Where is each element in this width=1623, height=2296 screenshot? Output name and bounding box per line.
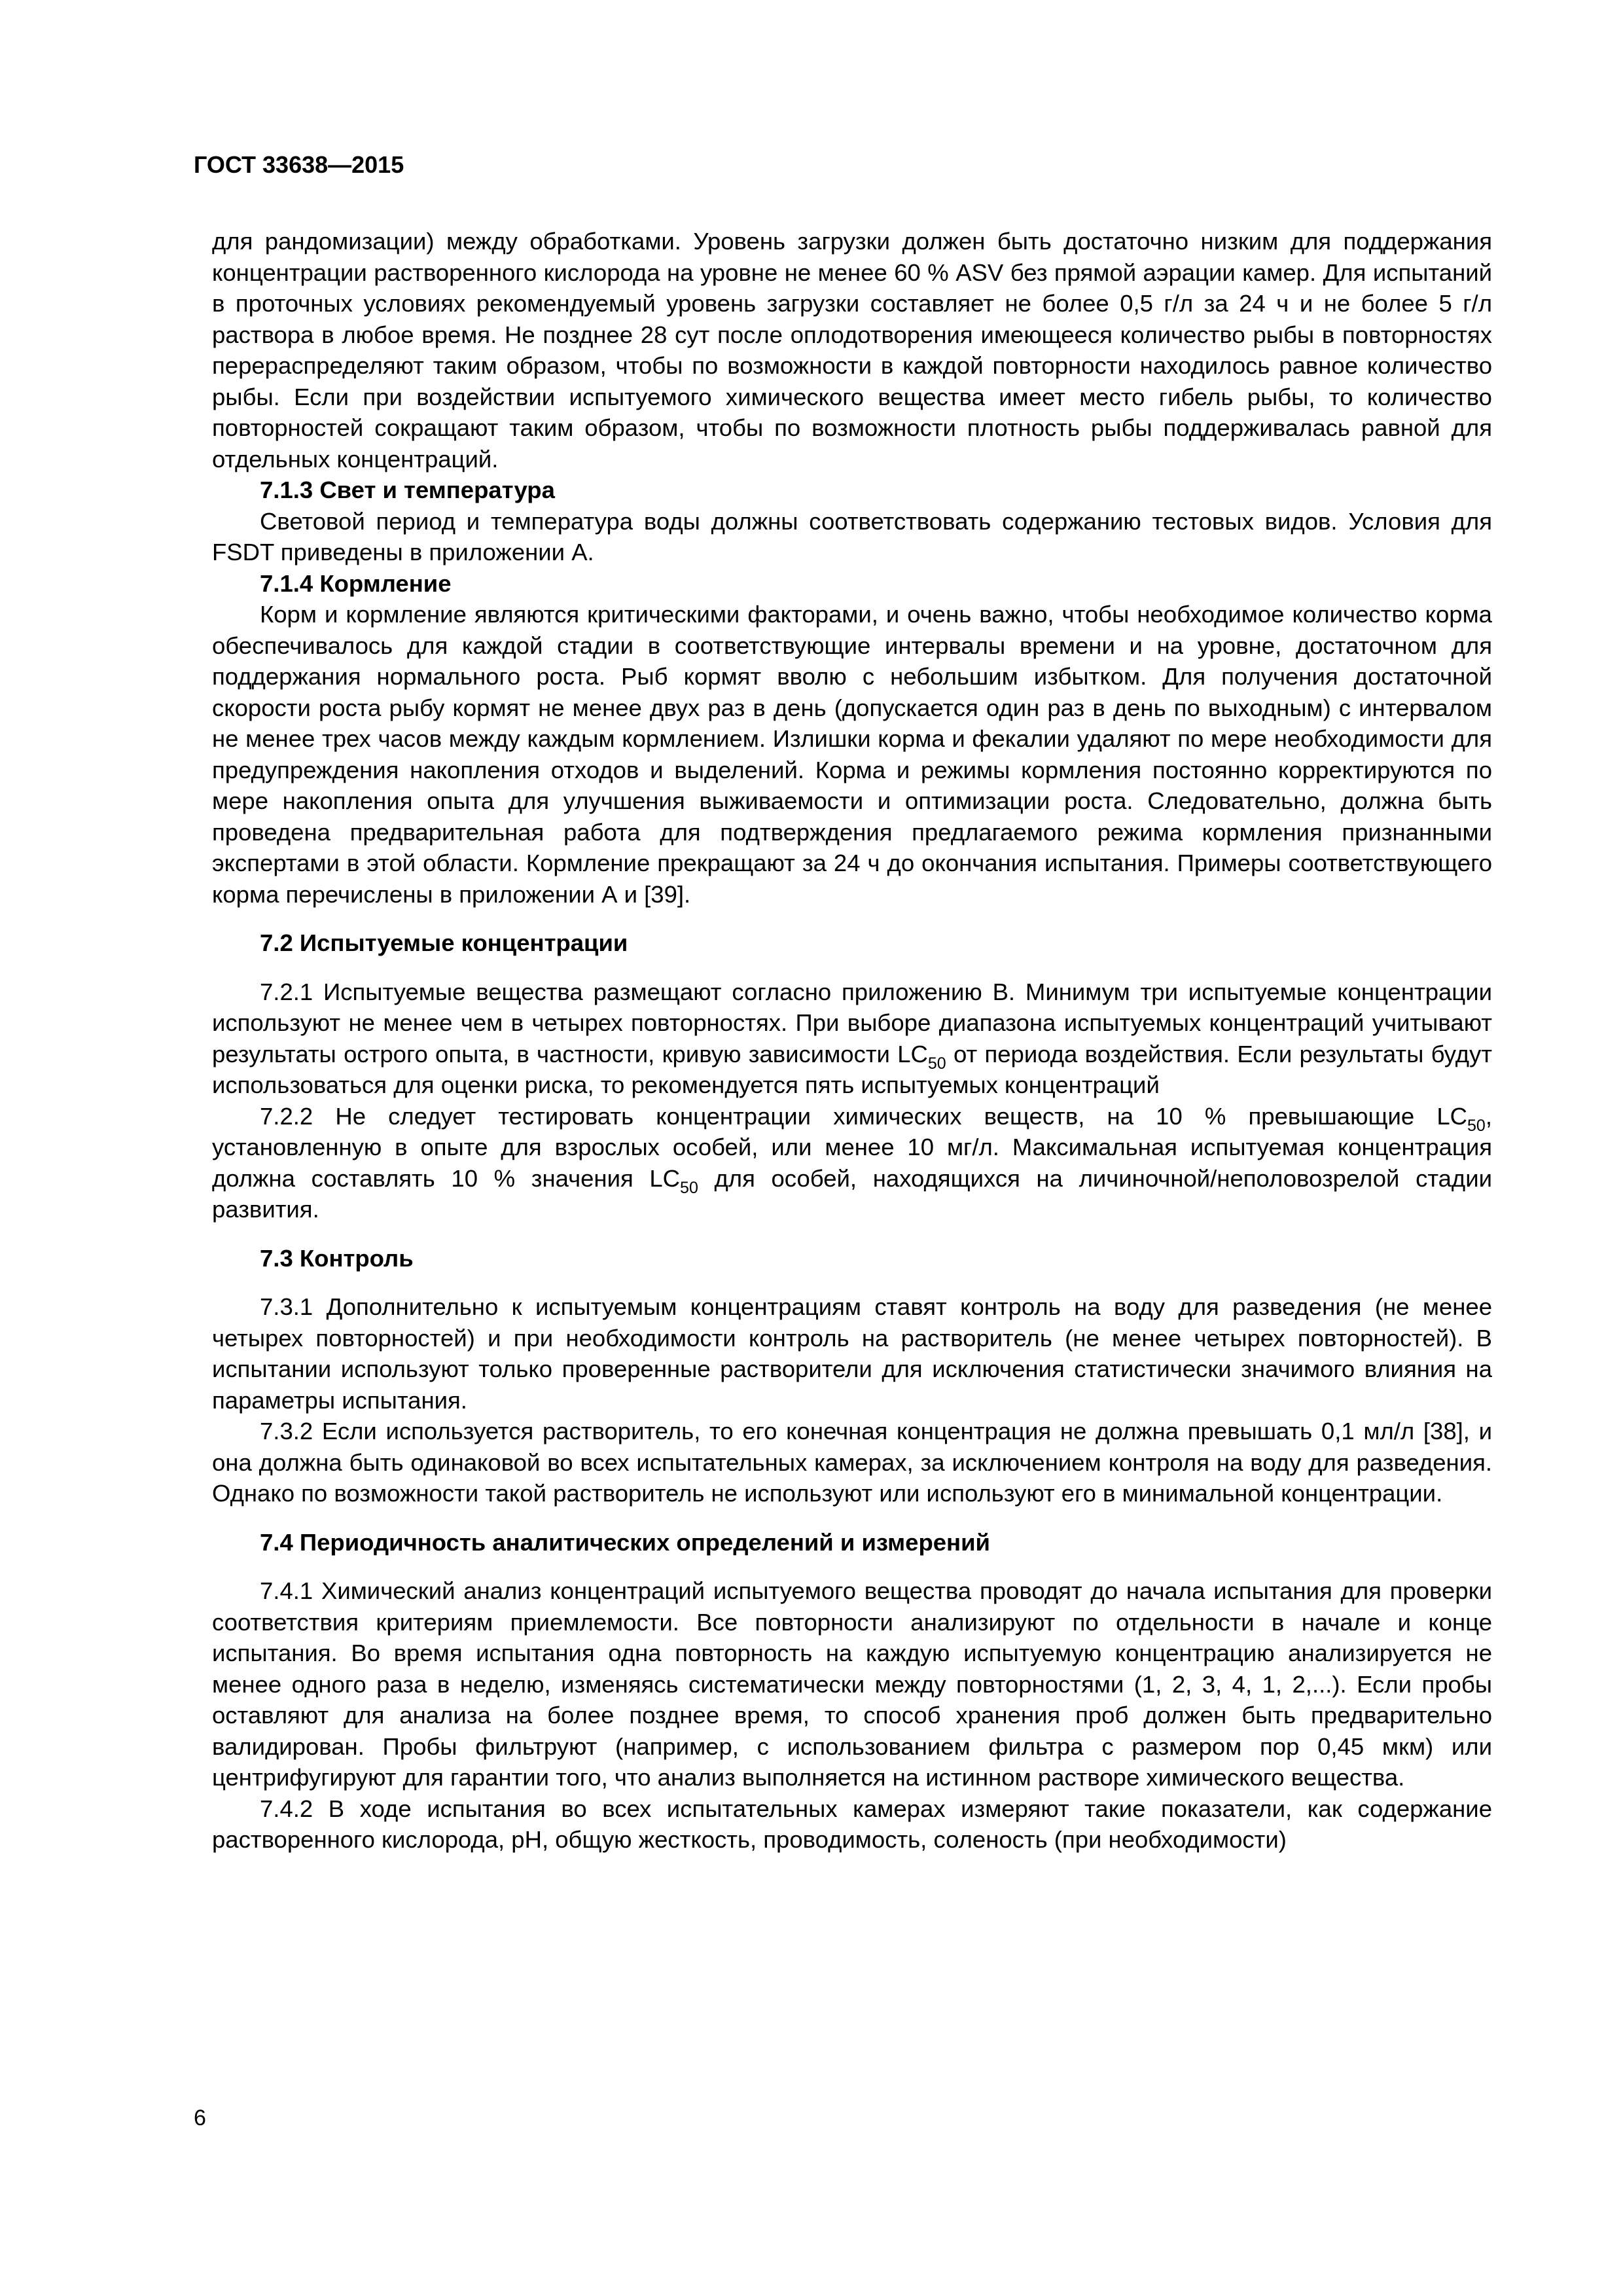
document-id: ГОСТ 33638—2015 bbox=[194, 151, 404, 178]
subscript: 50 bbox=[1467, 1116, 1486, 1135]
text-part: 7.2.1 Испытуемые вещества размещают согласно приложению В. Минимум три испытуемые концентрации используют не менее чем в четырех повторностях. При выборе диапазона испытуемых концентраций учитывают результаты острого опыта, в частности, кривую зависимости LC bbox=[212, 978, 1492, 1067]
paragraph-7-2-2 bbox=[212, 1101, 1492, 1225]
paragraph-7-4-2: 7.4.2 В ходе испытания во всех испытательных камерах измеряют такие показатели, как содержание растворенного кислорода, pH, общую жесткость, проводимость, соленость (при необходимости) bbox=[212, 1795, 1492, 1853]
text-part: от периода воздействия. Если результаты будут использоваться для оценки риска, то рекомендуется пять испытуемых концентраций bbox=[212, 1040, 1492, 1098]
paragraph-7-3-1: 7.3.1 Дополнительно к испытуемым концентрациям ставят контроль на воду для разведения (не менее четырех повторностей) и при необходимости контроль на растворитель (не менее четырех повторностей). В испытании используют только проверенные растворители для исключения статистически значимого влияния на параметры испытания. bbox=[212, 1293, 1492, 1414]
section-heading-7-4: 7.4 Периодичность аналитических определений и измерений bbox=[260, 1528, 990, 1556]
page-number: 6 bbox=[194, 2106, 206, 2130]
section-heading-7-3: 7.3 Контроль bbox=[260, 1244, 414, 1272]
subsection-heading-7-1-3: 7.1.3 Свет и температура bbox=[260, 476, 555, 503]
subscript: 50 bbox=[680, 1178, 698, 1197]
paragraph-7-3-2: 7.3.2 Если используется растворитель, то его конечная концентрация не должна превышать 0,1 мл/л [38], и она должна быть одинаковой во всех испытательных камерах, за исключением контроля на воду для разведения. Однако по возможности такой растворитель не используют или используют его в минимальной концентрации. bbox=[212, 1418, 1492, 1507]
paragraph-7-4-1: 7.4.1 Химический анализ концентраций испытуемого вещества проводят до начала испытания для проверки соответствия критериям приемлемости. Все повторности анализируют по отдельности в начале и конце испытания. Во время испытания одна повторность на каждую испытуемую концентрацию анализируется не менее одного раза в неделю, изменяясь систематически между повторностями (1, 2, 3, 4, 1, 2,...). Если пробы оставляют для анализа на более позднее время, то способ хранения проб должен быть предварительно валидирован. Пробы фильтруют (например, с использованием фильтра с размером пор 0,45 мкм) или центрифугируют для гарантии того, что анализ выполняется на истинном растворе химического вещества. bbox=[212, 1577, 1492, 1791]
text-part: 7.2.2 Не следует тестировать концентрации химических веществ, на 10 % превышающие LC bbox=[260, 1102, 1468, 1130]
paragraph-7-1-4: Корм и кормление являются критическими факторами, и очень важно, чтобы необходимое количество корма обеспечивалось для каждой стадии в соответствующие интервалы времени и на уровне, достаточном для поддержания нормального роста. Рыб кормят вволю с небольшим избытком. Для получения достаточной скорости роста рыбу кормят не менее двух раз в день (допускается один раз в день по выходным) с интервалом не менее трех часов между каждым кормлением. Излишки корма и фекалии удаляют по мере необходимости для предупреждения накопления отходов и выделений. Корма и режимы кормления постоянно корректируются по мере накопления опыта для улучшения выживаемости и оптимизации роста. Следовательно, должна быть проведена предварительная работа для подтверждения предлагаемого режима кормления признанными экспертами в этой области. Кормление прекращают за 24 ч до окончания испытания. Примеры соответствующего корма перечислены в приложении А и [39]. bbox=[212, 601, 1492, 908]
text-part: для особей, находящихся на личиночной/неполовозрелой стадии развития. bbox=[212, 1164, 1492, 1223]
paragraph-7-1-3: Световой период и температура воды должны соответствовать содержанию тестовых видов. Условия для FSDT приведены в приложении А. bbox=[212, 507, 1492, 565]
subscript: 50 bbox=[927, 1054, 946, 1073]
page-content bbox=[212, 226, 1492, 1856]
subsection-heading-7-1-4: 7.1.4 Кормление bbox=[260, 569, 452, 597]
text-part: , установленную в опыте для взрослых особей, или менее 10 мг/л. Максимальная испытуемая концентрация должна составлять 10 % значения LC bbox=[212, 1102, 1492, 1192]
paragraph-continued: для рандомизации) между обработками. Уровень загрузки должен быть достаточно низким для поддержания концентрации растворенного кислорода на уровне не менее 60 % ASV без прямой аэрации камер. Для испытаний в проточных условиях рекомендуемый уровень загрузки составляет не более 0,5 г/л за 24 ч и не более 5 г/л раствора в любое время. Не позднее 28 сут после оплодотворения имеющееся количество рыбы в повторностях перераспределяют таким образом, чтобы по возможности в каждой повторности находилось равное количество рыбы. Если при воздействии испытуемого химического вещества имеет место гибель рыбы, то количество повторностей сокращают таким образом, чтобы по возможности плотность рыбы поддерживалась равной для отдельных концентраций. bbox=[212, 228, 1492, 473]
paragraph-7-2-1 bbox=[212, 977, 1492, 1101]
section-heading-7-2: 7.2 Испытуемые концентрации bbox=[260, 929, 628, 956]
